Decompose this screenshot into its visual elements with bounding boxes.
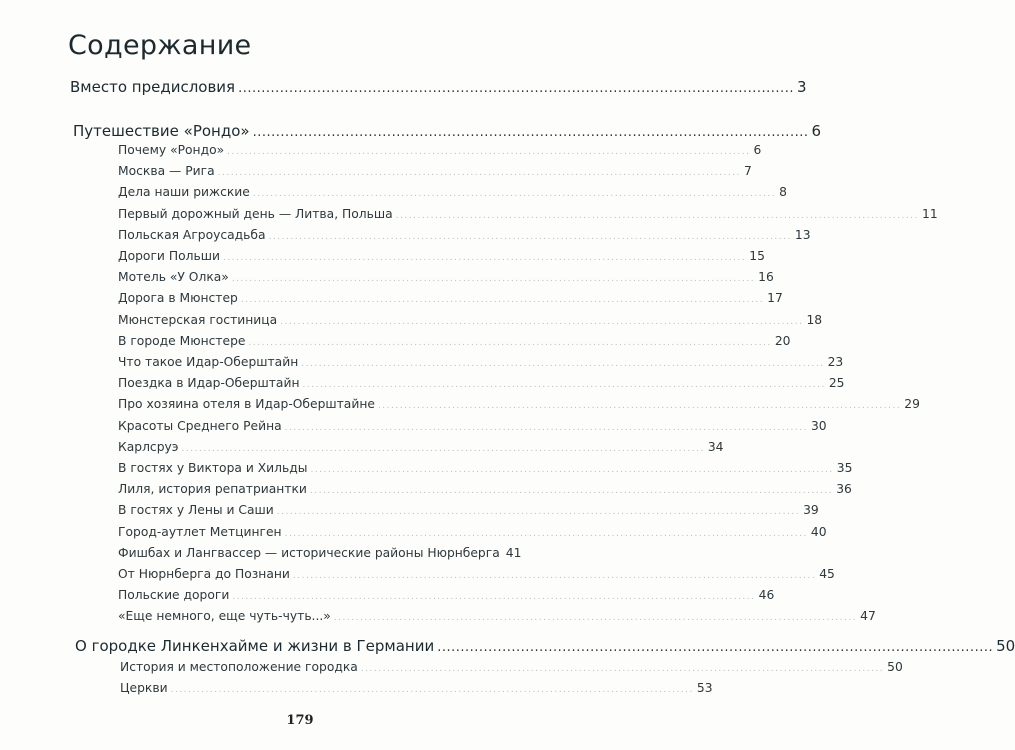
toc-entry-label: Дороги Польши xyxy=(118,249,220,263)
toc-entry[interactable] xyxy=(118,164,752,179)
toc-entry-page: 40 xyxy=(810,524,827,539)
leader-dots: ........................................................................................................................ xyxy=(284,422,808,433)
toc-entry-label: Про хозяина отеля в Идар-Оберштайне xyxy=(118,397,375,412)
leader-dots: ........................................................................................................................ xyxy=(181,443,705,454)
toc-entry[interactable] xyxy=(118,609,876,624)
toc-entry-label: В гостях у Виктора и Хильды xyxy=(118,461,308,475)
toc-entry-page: 46 xyxy=(758,588,775,603)
leader-dots: ........................................................................................................................ xyxy=(437,640,994,655)
toc-entry-page: 13 xyxy=(794,227,811,242)
toc-entry-page: 39 xyxy=(803,503,819,518)
toc-entry[interactable] xyxy=(120,681,713,696)
leader-dots: ........................................................................................................................ xyxy=(280,316,804,327)
toc-entry[interactable] xyxy=(118,291,783,306)
leader-dots: ........................................................................................................................ xyxy=(292,571,817,581)
toc-entry-label: Фишбах и Лангвассер — исторические районы Нюрнберга xyxy=(118,545,500,560)
leader-dots: ........................................................................................................................ xyxy=(377,401,902,412)
toc-entry-label: От Нюрнберга до Познани xyxy=(118,567,290,581)
toc-entry-page: 36 xyxy=(836,482,852,497)
toc-entry-page: 35 xyxy=(836,461,853,475)
leader-dots: ........................................................................................................................ xyxy=(170,685,694,696)
leader-dots: ........................................................................................................................ xyxy=(231,274,756,285)
leader-dots: ........................................................................................................................ xyxy=(395,210,920,221)
toc-entry-page: 20 xyxy=(774,333,791,348)
toc-entry-page: 30 xyxy=(810,418,827,433)
leader-dots: ........................................................................................................................ xyxy=(240,295,765,306)
leader-dots: ........................................................................................................................ xyxy=(310,465,834,475)
toc-entry-label: Что такое Идар-Оберштайн xyxy=(118,355,299,369)
toc-entry[interactable] xyxy=(118,333,791,348)
toc-entry-page: 53 xyxy=(696,681,713,696)
toc-entry-label: «Еще немного, еще чуть-чуть...» xyxy=(118,609,331,624)
toc-entry[interactable] xyxy=(118,524,827,539)
toc-entry[interactable] xyxy=(118,503,819,518)
toc-entry[interactable] xyxy=(118,376,845,391)
toc-entry[interactable] xyxy=(120,660,903,674)
toc-entry[interactable] xyxy=(118,418,827,433)
toc-entry-label: История и местоположение городка xyxy=(120,660,358,674)
toc-entry[interactable] xyxy=(118,185,787,200)
toc-section-page: 50 xyxy=(996,637,1015,655)
toc-entry-label: Красоты Среднего Рейна xyxy=(118,418,282,433)
toc-entry-label: В гостях у Лены и Саши xyxy=(118,503,274,518)
toc-entry[interactable] xyxy=(118,312,823,327)
toc-entry-page: 7 xyxy=(743,164,752,179)
toc-entry-label: Польские дороги xyxy=(118,588,230,603)
page-number: 179 xyxy=(286,713,314,728)
toc-entry-label: В городе Мюнстере xyxy=(118,333,246,348)
toc-entry[interactable] xyxy=(118,143,762,157)
toc-entry-page: 15 xyxy=(749,249,765,263)
leader-dots: ........................................................................................................................ xyxy=(238,81,794,96)
toc-entry-label: Почему «Рондо» xyxy=(118,143,225,157)
toc-section-page: 6 xyxy=(811,122,822,140)
leader-dots: ........................................................................................................................ xyxy=(232,592,756,603)
leader-dots: ........................................................................................................................ xyxy=(268,231,792,242)
toc-entry-page: 11 xyxy=(922,206,938,221)
toc-entry-page: 23 xyxy=(827,355,844,369)
toc-entry[interactable] xyxy=(118,439,724,454)
toc-entry-page: 18 xyxy=(806,312,823,327)
toc-entry-label: Дела наши рижские xyxy=(118,185,250,200)
toc-entry-page: 8 xyxy=(779,185,787,200)
leader-dots: ........................................................................................................................ xyxy=(309,486,834,497)
toc-entry-page: 47 xyxy=(860,609,876,624)
toc-section-page: 3 xyxy=(796,78,807,96)
leader-dots: ........................................................................................................................ xyxy=(284,528,808,539)
toc-entry[interactable] xyxy=(118,270,774,285)
toc-entry-label: Первый дорожный день — Литва, Польша xyxy=(118,206,393,221)
toc-section[interactable] xyxy=(70,78,807,96)
leader-dots: ........................................................................................................................ xyxy=(248,337,772,348)
toc-entry-label: Поездка в Идар-Оберштайн xyxy=(118,376,300,391)
toc-entry[interactable] xyxy=(118,588,775,603)
toc-section-label: Вместо предисловия xyxy=(70,78,236,96)
toc-entry[interactable] xyxy=(118,567,835,581)
toc-section[interactable] xyxy=(75,637,1015,655)
toc-entry-page: 17 xyxy=(767,291,783,306)
toc-section-label: О городке Линкенхайме и жизни в Германии xyxy=(75,637,435,655)
toc-entry-label: Дорога в Мюнстер xyxy=(118,291,238,306)
leader-dots: ........................................................................................................................ xyxy=(222,253,747,263)
leader-dots: ........................................................................................................................ xyxy=(302,380,826,391)
toc-entry[interactable] xyxy=(118,249,765,263)
toc-entry-label: Город-аутлет Метцинген xyxy=(118,524,282,539)
toc-entry-page: 25 xyxy=(828,376,845,391)
toc-entry[interactable] xyxy=(118,545,522,560)
toc-entry-page: 29 xyxy=(904,397,920,412)
toc-entry-page: 6 xyxy=(753,143,762,157)
toc-entry-page: 16 xyxy=(758,270,774,285)
leader-dots: ........................................................................................................................ xyxy=(360,664,885,674)
toc-entry-page: 45 xyxy=(819,567,835,581)
toc-entry[interactable] xyxy=(118,482,852,497)
toc-entry-label: Мотель «У Олка» xyxy=(118,270,229,285)
leader-dots: ........................................................................................................................ xyxy=(301,359,825,369)
toc-entry[interactable] xyxy=(118,355,844,369)
leader-dots: ........................................................................................................................ xyxy=(333,613,858,624)
toc-entry-label: Мюнстерская гостиница xyxy=(118,312,278,327)
page-title: Содержание xyxy=(68,30,252,62)
leader-dots: ........................................................................................................................ xyxy=(252,125,809,140)
toc-entry-page: 34 xyxy=(707,439,724,454)
toc-entry-page: 50 xyxy=(887,660,903,674)
toc-entry[interactable] xyxy=(118,227,811,242)
toc-entry-page: 41 xyxy=(505,545,522,560)
leader-dots: ........................................................................................................................ xyxy=(217,168,741,179)
toc-entry-label: Церкви xyxy=(120,681,168,696)
toc-entry-label: Польская Агроусадьба xyxy=(118,227,266,242)
leader-dots: ........................................................................................................................ xyxy=(276,507,801,518)
toc-entry-label: Лиля, история репатриантки xyxy=(118,482,307,497)
toc-entry[interactable] xyxy=(118,206,938,221)
leader-dots: ........................................................................................................................ xyxy=(252,189,777,200)
toc-entry[interactable] xyxy=(118,461,853,475)
leader-dots: ........................................................................................................................ xyxy=(227,147,751,157)
toc-entry-label: Карлсруэ xyxy=(118,439,179,454)
toc-entry[interactable] xyxy=(118,397,920,412)
toc-section[interactable] xyxy=(73,122,822,140)
toc-section-label: Путешествие «Рондо» xyxy=(73,122,250,140)
toc-entry-label: Москва — Рига xyxy=(118,164,215,179)
